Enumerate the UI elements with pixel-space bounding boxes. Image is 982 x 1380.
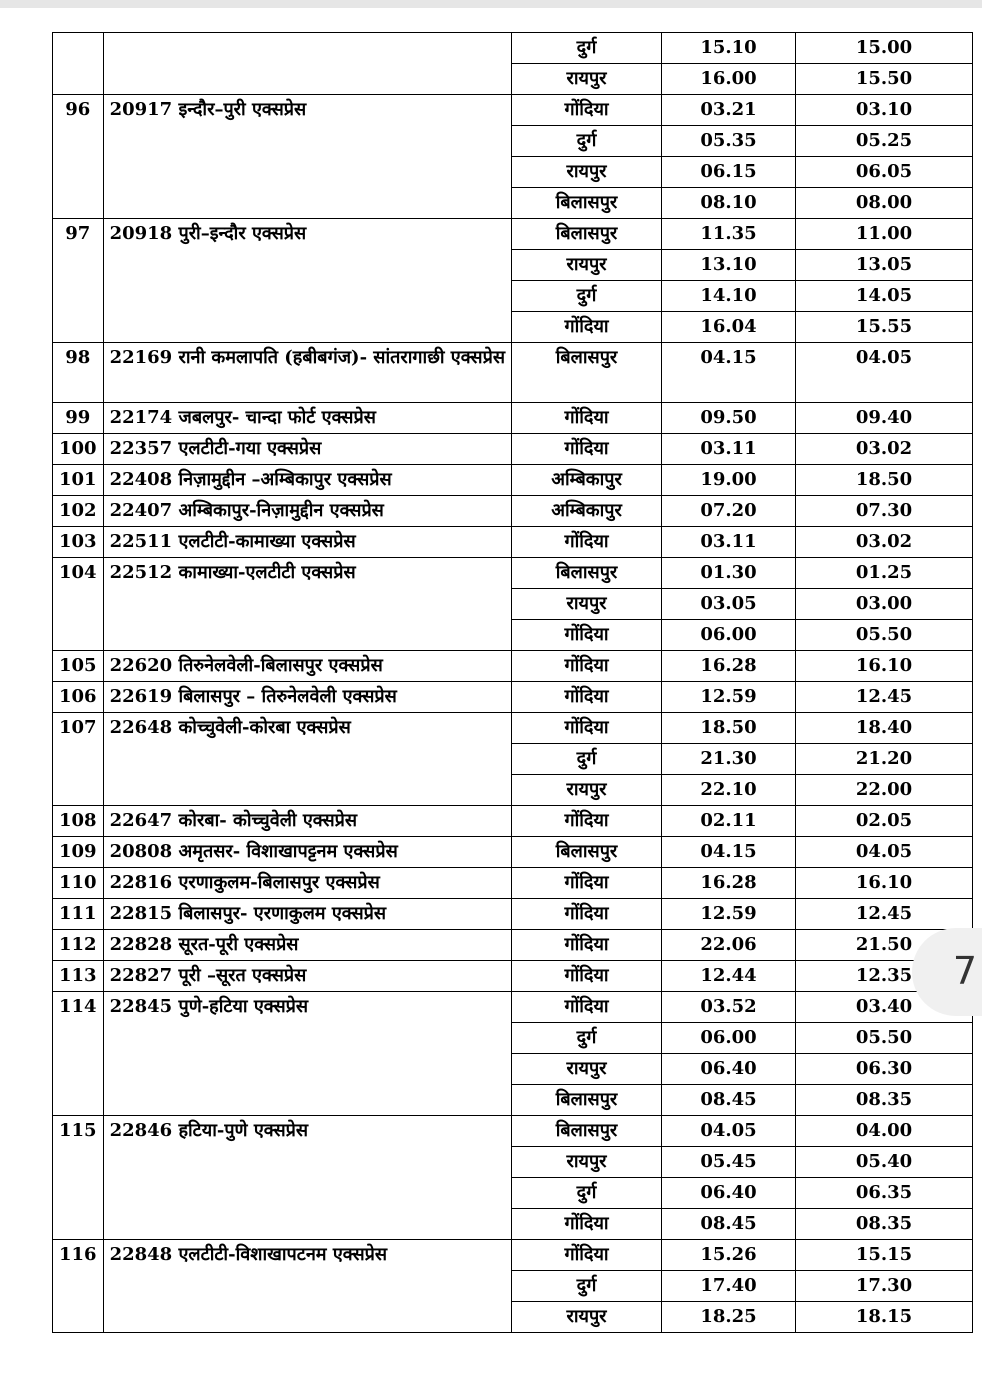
train-name-cell: 22816 एरणाकुलम-बिलासपुर एक्सप्रेस — [103, 868, 511, 899]
arrival-time-cell: 14.10 — [662, 281, 796, 312]
arrival-time-cell: 07.20 — [662, 496, 796, 527]
station-cell: गोंदिया — [512, 95, 662, 126]
departure-time-cell: 05.50 — [796, 1023, 973, 1054]
departure-time-cell: 12.35 — [796, 961, 973, 992]
station-cell: अम्बिकापुर — [512, 496, 662, 527]
arrival-time-cell: 16.28 — [662, 651, 796, 682]
departure-time-cell: 21.50 — [796, 930, 973, 961]
station-cell: गोंदिया — [512, 682, 662, 713]
train-name-cell: 22827 पूरी –सूरत एक्सप्रेस — [103, 961, 511, 992]
station-cell: बिलासपुर — [512, 188, 662, 219]
table-row — [53, 219, 973, 250]
departure-time-cell: 11.00 — [796, 219, 973, 250]
arrival-time-cell: 16.00 — [662, 64, 796, 95]
arrival-time-cell: 03.11 — [662, 434, 796, 465]
arrival-time-cell: 11.35 — [662, 219, 796, 250]
station-cell: गोंदिया — [512, 403, 662, 434]
departure-time-cell: 12.45 — [796, 899, 973, 930]
departure-time-cell: 15.50 — [796, 64, 973, 95]
arrival-time-cell: 16.04 — [662, 312, 796, 343]
table-row — [53, 1116, 973, 1147]
departure-time-cell: 05.50 — [796, 620, 973, 651]
departure-time-cell: 04.05 — [796, 837, 973, 868]
departure-time-cell: 17.30 — [796, 1271, 973, 1302]
arrival-time-cell: 05.35 — [662, 126, 796, 157]
train-name-cell: 22846 हटिया-पुणे एक्सप्रेस — [103, 1116, 511, 1240]
table-row — [53, 558, 973, 589]
station-cell: गोंदिया — [512, 527, 662, 558]
departure-time-cell: 09.40 — [796, 403, 973, 434]
departure-time-cell: 06.30 — [796, 1054, 973, 1085]
station-cell: दुर्ग — [512, 281, 662, 312]
departure-time-cell: 03.40 — [796, 992, 973, 1023]
train-name-cell: 22511 एलटीटी-कामाख्या एक्सप्रेस — [103, 527, 511, 558]
departure-time-cell: 07.30 — [796, 496, 973, 527]
departure-time-cell: 18.50 — [796, 465, 973, 496]
serial-number-cell: 105 — [53, 651, 104, 682]
station-cell: दुर्ग — [512, 1271, 662, 1302]
serial-number-cell: 103 — [53, 527, 104, 558]
serial-number-cell: 106 — [53, 682, 104, 713]
departure-time-cell: 02.05 — [796, 806, 973, 837]
train-name-cell: 22648 कोच्चुवेली-कोरबा एक्सप्रेस — [103, 713, 511, 806]
table-row — [53, 961, 973, 992]
table-row — [53, 434, 973, 465]
serial-number-cell: 112 — [53, 930, 104, 961]
serial-number-cell: 110 — [53, 868, 104, 899]
serial-number-cell: 97 — [53, 219, 104, 343]
departure-time-cell: 08.00 — [796, 188, 973, 219]
departure-time-cell: 08.35 — [796, 1209, 973, 1240]
table-row — [53, 403, 973, 434]
train-name-cell: 22174 जबलपुर- चान्दा फोर्ट एक्सप्रेस — [103, 403, 511, 434]
train-name-cell: 22845 पुणे-हटिया एक्सप्रेस — [103, 992, 511, 1116]
arrival-time-cell: 16.28 — [662, 868, 796, 899]
train-name-cell: 20917 इन्दौर–पुरी एक्सप्रेस — [103, 95, 511, 219]
arrival-time-cell: 04.15 — [662, 837, 796, 868]
serial-number-cell: 114 — [53, 992, 104, 1116]
train-name-cell: 22408 निज़ामुद्दीन –अम्बिकापुर एक्सप्रेस — [103, 465, 511, 496]
serial-number-cell: 100 — [53, 434, 104, 465]
arrival-time-cell: 18.50 — [662, 713, 796, 744]
station-cell: बिलासपुर — [512, 837, 662, 868]
serial-number-cell: 98 — [53, 343, 104, 403]
serial-number-cell: 101 — [53, 465, 104, 496]
arrival-time-cell: 06.15 — [662, 157, 796, 188]
train-name-cell: 22815 बिलासपुर- एरणाकुलम एक्सप्रेस — [103, 899, 511, 930]
station-cell: गोंदिया — [512, 992, 662, 1023]
train-name-cell: 20918 पुरी–इन्दौर एक्सप्रेस — [103, 219, 511, 343]
departure-time-cell: 16.10 — [796, 868, 973, 899]
arrival-time-cell: 12.59 — [662, 682, 796, 713]
arrival-time-cell: 03.05 — [662, 589, 796, 620]
serial-number-cell: 108 — [53, 806, 104, 837]
departure-time-cell: 21.20 — [796, 744, 973, 775]
departure-time-cell: 03.10 — [796, 95, 973, 126]
station-cell: रायपुर — [512, 1302, 662, 1333]
serial-number-cell — [53, 33, 104, 95]
arrival-time-cell: 22.10 — [662, 775, 796, 806]
arrival-time-cell: 03.52 — [662, 992, 796, 1023]
departure-time-cell: 05.40 — [796, 1147, 973, 1178]
train-name-cell: 22848 एलटीटी-विशाखापटनम एक्सप्रेस — [103, 1240, 511, 1333]
departure-time-cell: 13.05 — [796, 250, 973, 281]
station-cell: रायपुर — [512, 157, 662, 188]
arrival-time-cell: 12.44 — [662, 961, 796, 992]
station-cell: दुर्ग — [512, 1023, 662, 1054]
page-number: 7 — [952, 949, 978, 993]
station-cell: गोंदिया — [512, 312, 662, 343]
table-row — [53, 992, 973, 1023]
arrival-time-cell: 03.11 — [662, 527, 796, 558]
station-cell: रायपुर — [512, 775, 662, 806]
table-row — [53, 651, 973, 682]
arrival-time-cell: 06.00 — [662, 1023, 796, 1054]
departure-time-cell: 03.00 — [796, 589, 973, 620]
top-edge — [0, 0, 982, 8]
departure-time-cell: 04.00 — [796, 1116, 973, 1147]
table-row — [53, 465, 973, 496]
table-row — [53, 496, 973, 527]
serial-number-cell: 116 — [53, 1240, 104, 1333]
arrival-time-cell: 13.10 — [662, 250, 796, 281]
train-name-cell: 22169 रानी कमलापति (हबीबगंज)- सांतरागाछी एक्सप्रेस — [103, 343, 511, 403]
station-cell: गोंदिया — [512, 620, 662, 651]
departure-time-cell: 16.10 — [796, 651, 973, 682]
table-row — [53, 527, 973, 558]
arrival-time-cell: 06.40 — [662, 1178, 796, 1209]
serial-number-cell: 96 — [53, 95, 104, 219]
station-cell: बिलासपुर — [512, 1116, 662, 1147]
station-cell: रायपुर — [512, 250, 662, 281]
station-cell: दुर्ग — [512, 126, 662, 157]
train-name-cell: 22828 सूरत-पूरी एक्सप्रेस — [103, 930, 511, 961]
arrival-time-cell: 15.26 — [662, 1240, 796, 1271]
arrival-time-cell: 09.50 — [662, 403, 796, 434]
serial-number-cell: 115 — [53, 1116, 104, 1240]
arrival-time-cell: 08.45 — [662, 1209, 796, 1240]
departure-time-cell: 22.00 — [796, 775, 973, 806]
station-cell: गोंदिया — [512, 961, 662, 992]
departure-time-cell: 01.25 — [796, 558, 973, 589]
train-name-cell: 22512 कामाख्या-एलटीटी एक्सप्रेस — [103, 558, 511, 651]
arrival-time-cell: 06.40 — [662, 1054, 796, 1085]
serial-number-cell: 111 — [53, 899, 104, 930]
table-row — [53, 806, 973, 837]
departure-time-cell: 06.35 — [796, 1178, 973, 1209]
station-cell: बिलासपुर — [512, 1085, 662, 1116]
arrival-time-cell: 02.11 — [662, 806, 796, 837]
station-cell: गोंदिया — [512, 713, 662, 744]
station-cell: बिलासपुर — [512, 558, 662, 589]
table-row — [53, 868, 973, 899]
table-row — [53, 343, 973, 403]
station-cell: गोंदिया — [512, 1240, 662, 1271]
table-row — [53, 930, 973, 961]
train-name-cell: 20808 अमृतसर- विशाखापट्टनम एक्सप्रेस — [103, 837, 511, 868]
arrival-time-cell: 22.06 — [662, 930, 796, 961]
departure-time-cell: 03.02 — [796, 527, 973, 558]
departure-time-cell: 18.15 — [796, 1302, 973, 1333]
departure-time-cell: 15.00 — [796, 33, 973, 64]
departure-time-cell: 14.05 — [796, 281, 973, 312]
serial-number-cell: 99 — [53, 403, 104, 434]
serial-number-cell: 107 — [53, 713, 104, 806]
departure-time-cell: 08.35 — [796, 1085, 973, 1116]
arrival-time-cell: 03.21 — [662, 95, 796, 126]
departure-time-cell: 03.02 — [796, 434, 973, 465]
timetable-body — [53, 33, 973, 1333]
station-cell: रायपुर — [512, 1147, 662, 1178]
station-cell: बिलासपुर — [512, 343, 662, 403]
arrival-time-cell: 18.25 — [662, 1302, 796, 1333]
table-row — [53, 95, 973, 126]
departure-time-cell: 04.05 — [796, 343, 973, 403]
station-cell: रायपुर — [512, 64, 662, 95]
departure-time-cell: 18.40 — [796, 713, 973, 744]
station-cell: दुर्ग — [512, 1178, 662, 1209]
station-cell: गोंदिया — [512, 434, 662, 465]
station-cell: अम्बिकापुर — [512, 465, 662, 496]
table-row — [53, 682, 973, 713]
train-name-cell — [103, 33, 511, 95]
departure-time-cell: 15.15 — [796, 1240, 973, 1271]
arrival-time-cell: 15.10 — [662, 33, 796, 64]
station-cell: गोंदिया — [512, 899, 662, 930]
arrival-time-cell: 08.10 — [662, 188, 796, 219]
arrival-time-cell: 21.30 — [662, 744, 796, 775]
station-cell: रायपुर — [512, 589, 662, 620]
table-row — [53, 713, 973, 744]
arrival-time-cell: 06.00 — [662, 620, 796, 651]
train-name-cell: 22647 कोरबा- कोच्चुवेली एक्सप्रेस — [103, 806, 511, 837]
serial-number-cell: 104 — [53, 558, 104, 651]
station-cell: गोंदिया — [512, 806, 662, 837]
departure-time-cell: 15.55 — [796, 312, 973, 343]
station-cell: दुर्ग — [512, 33, 662, 64]
train-name-cell: 22619 बिलासपुर – तिरुनेलवेली एक्सप्रेस — [103, 682, 511, 713]
train-name-cell: 22357 एलटीटी-गया एक्सप्रेस — [103, 434, 511, 465]
train-name-cell: 22620 तिरुनेलवेली-बिलासपुर एक्सप्रेस — [103, 651, 511, 682]
station-cell: गोंदिया — [512, 930, 662, 961]
arrival-time-cell: 12.59 — [662, 899, 796, 930]
arrival-time-cell: 04.15 — [662, 343, 796, 403]
arrival-time-cell: 05.45 — [662, 1147, 796, 1178]
train-timetable — [52, 32, 973, 1333]
departure-time-cell: 06.05 — [796, 157, 973, 188]
table-row — [53, 899, 973, 930]
arrival-time-cell: 19.00 — [662, 465, 796, 496]
table-row — [53, 33, 973, 64]
station-cell: गोंदिया — [512, 868, 662, 899]
arrival-time-cell: 17.40 — [662, 1271, 796, 1302]
serial-number-cell: 102 — [53, 496, 104, 527]
station-cell: गोंदिया — [512, 651, 662, 682]
station-cell: दुर्ग — [512, 744, 662, 775]
arrival-time-cell: 08.45 — [662, 1085, 796, 1116]
departure-time-cell: 12.45 — [796, 682, 973, 713]
station-cell: बिलासपुर — [512, 219, 662, 250]
departure-time-cell: 05.25 — [796, 126, 973, 157]
arrival-time-cell: 04.05 — [662, 1116, 796, 1147]
table-row — [53, 837, 973, 868]
train-name-cell: 22407 अम्बिकापुर-निज़ामुद्दीन एक्सप्रेस — [103, 496, 511, 527]
station-cell: रायपुर — [512, 1054, 662, 1085]
station-cell: गोंदिया — [512, 1209, 662, 1240]
serial-number-cell: 113 — [53, 961, 104, 992]
arrival-time-cell: 01.30 — [662, 558, 796, 589]
table-row — [53, 1240, 973, 1271]
serial-number-cell: 109 — [53, 837, 104, 868]
